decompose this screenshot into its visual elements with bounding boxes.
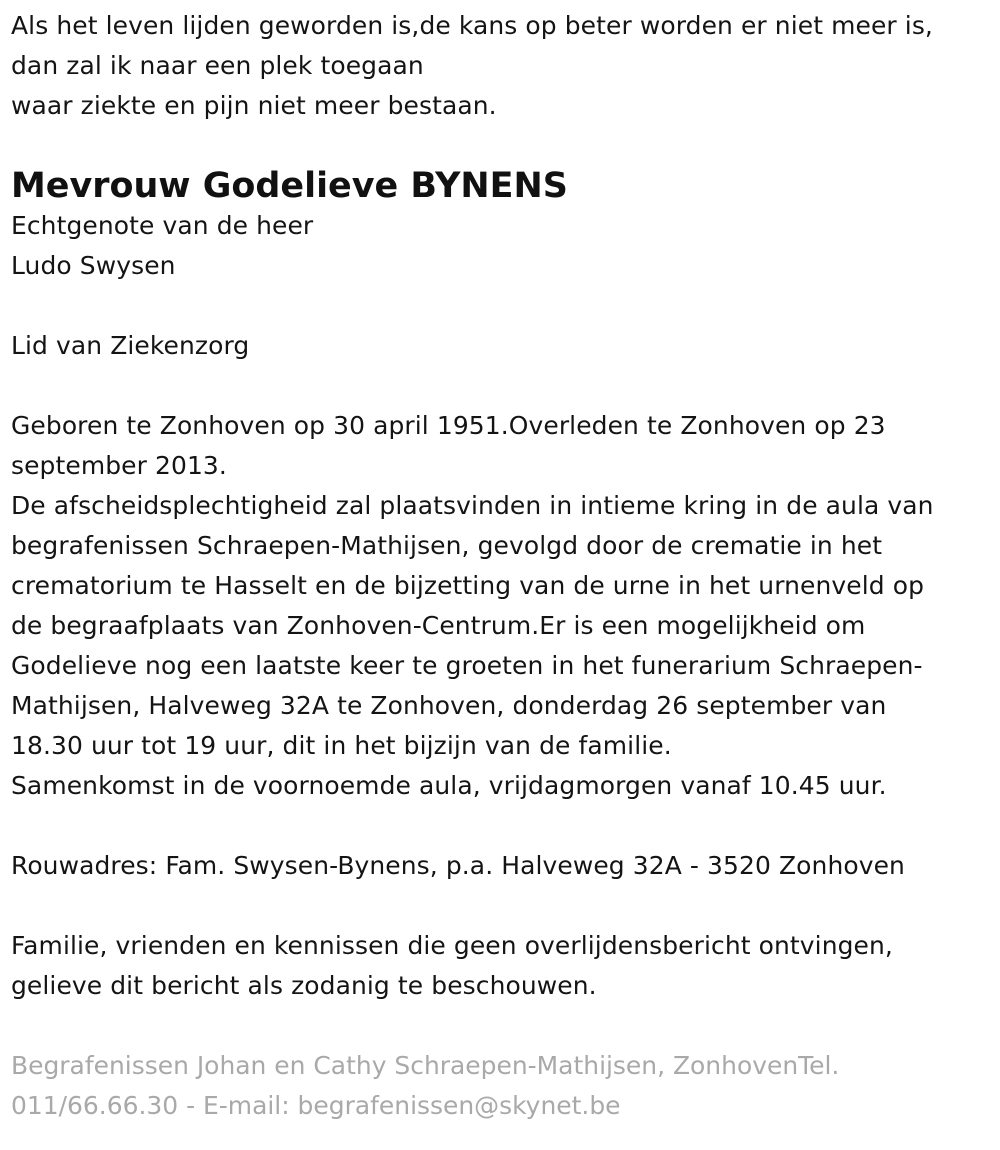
poem-line-3: waar ziekte en pijn niet meer bestaan.: [11, 91, 497, 120]
spacer: [11, 806, 991, 846]
deceased-name: Mevrouw Godelieve BYNENS: [11, 166, 568, 206]
obituary-notice: [11, 6, 991, 1126]
details-line: Geboren te Zonhoven op 30 april 1951.Overleden te Zonhoven op 23: [11, 411, 886, 440]
membership: Lid van Ziekenzorg: [11, 331, 250, 360]
notice: [11, 926, 991, 1006]
details-line: crematorium te Hasselt en de bijzetting van de urne in het urnenveld op: [11, 571, 925, 600]
poem: [11, 6, 991, 126]
details-line: de begraafplaats van Zonhoven-Centrum.Er is een mogelijkheid om: [11, 611, 866, 640]
details-line: De afscheidsplechtigheid zal plaatsvinden in intieme kring in de aula van: [11, 491, 934, 520]
funeral-details: [11, 406, 991, 806]
spouse-line-2: Ludo Swysen: [11, 251, 176, 280]
spacer: [11, 286, 991, 326]
spacer: [11, 1006, 991, 1046]
footer-line-1: Begrafenissen Johan en Cathy Schraepen-Mathijsen, ZonhovenTel.: [11, 1051, 840, 1080]
details-line: begrafenissen Schraepen-Mathijsen, gevolgd door de crematie in het: [11, 531, 883, 560]
details-line: Mathijsen, Halveweg 32A te Zonhoven, donderdag 26 september van: [11, 691, 887, 720]
spouse-line-1: Echtgenote van de heer: [11, 211, 314, 240]
funeral-home-footer: [11, 1046, 991, 1126]
poem-line-2: dan zal ik naar een plek toegaan: [11, 51, 424, 80]
details-line: september 2013.: [11, 451, 227, 480]
poem-line-1: Als het leven lijden geworden is,de kans op beter worden er niet meer is,: [11, 11, 933, 40]
notice-line-1: Familie, vrienden en kennissen die geen overlijdensbericht ontvingen,: [11, 931, 893, 960]
spacer: [11, 366, 991, 406]
mourning-address: Rouwadres: Fam. Swysen-Bynens, p.a. Halveweg 32A - 3520 Zonhoven: [11, 851, 905, 880]
notice-line-2: gelieve dit bericht als zodanig te beschouwen.: [11, 971, 597, 1000]
details-line: 18.30 uur tot 19 uur, dit in het bijzijn van de familie.: [11, 731, 672, 760]
details-line: Godelieve nog een laatste keer te groeten in het funerarium Schraepen-: [11, 651, 923, 680]
footer-line-2: 011/66.66.30 - E-mail: begrafenissen@skynet.be: [11, 1091, 621, 1120]
spacer: [11, 886, 991, 926]
details-line: Samenkomst in de voornoemde aula, vrijdagmorgen vanaf 10.45 uur.: [11, 771, 887, 800]
